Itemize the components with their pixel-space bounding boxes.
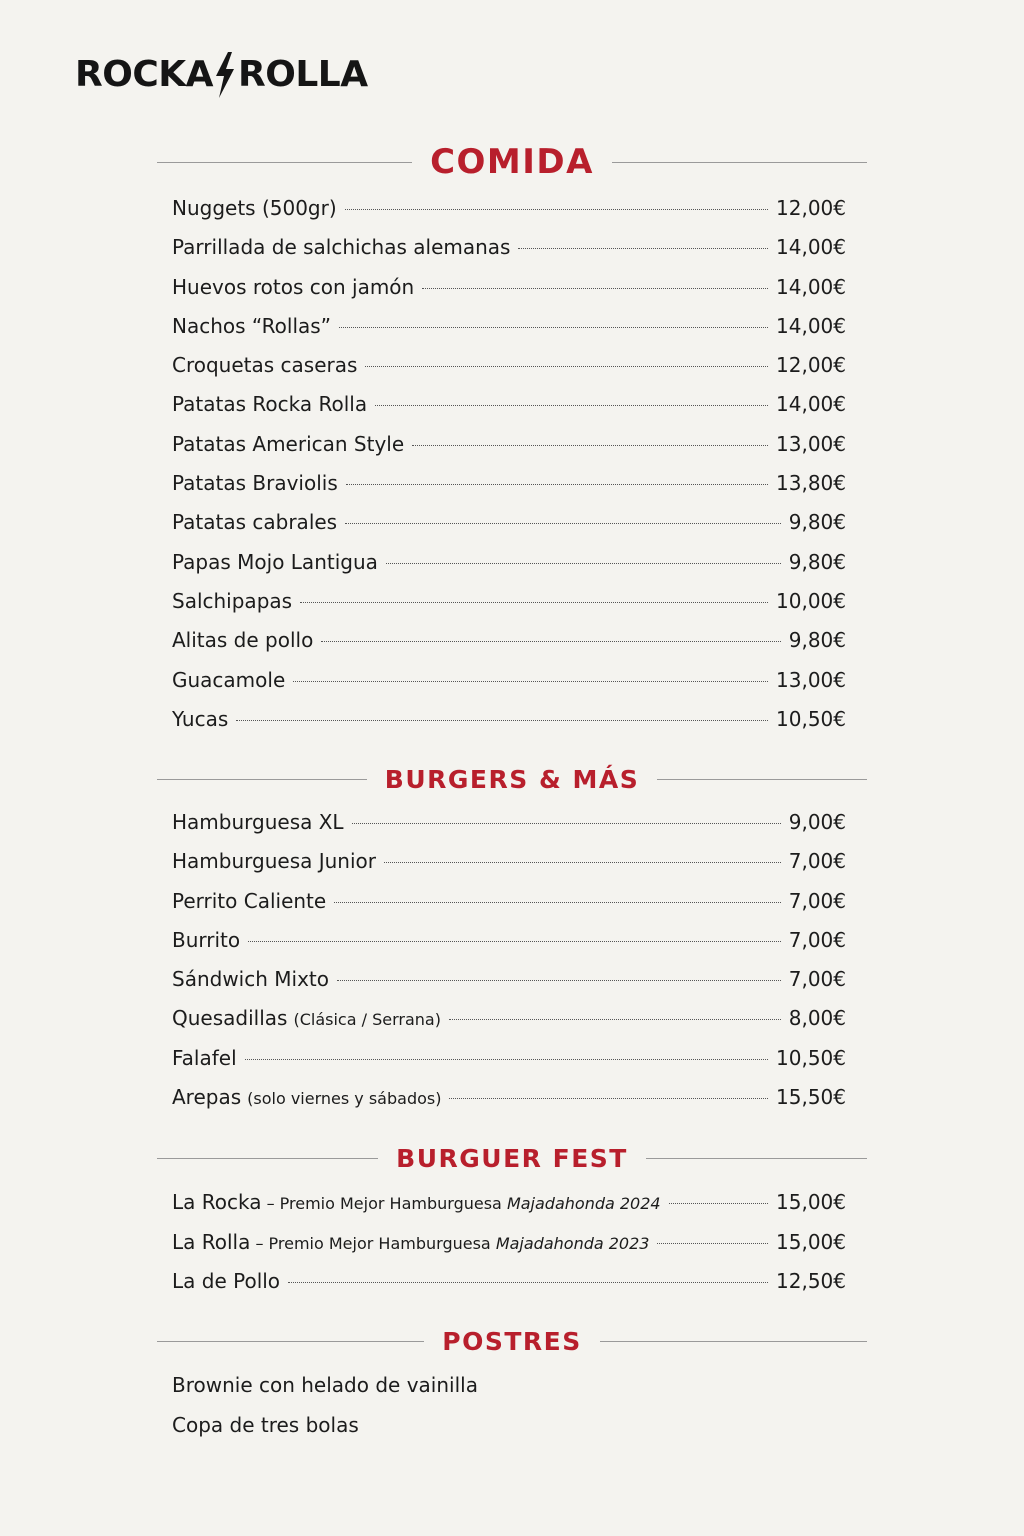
divider-left — [157, 1341, 424, 1342]
dot-leader — [449, 1098, 768, 1099]
menu-item-price: 14,00€ — [776, 274, 846, 299]
menu-item-name: Patatas American Style — [172, 431, 405, 456]
menu-item-price: 14,00€ — [776, 313, 846, 338]
divider-right — [612, 162, 867, 163]
menu-item — [172, 1006, 846, 1045]
menu-item — [172, 510, 846, 549]
section-header-burgers — [157, 762, 867, 796]
menu-item-note: (Clásica / Serrana) — [293, 1010, 441, 1030]
dot-leader — [412, 445, 768, 446]
menu-item-name: La de Pollo — [172, 1269, 281, 1293]
menu-item-note: – Premio Mejor Hamburguesa — [261, 1194, 507, 1213]
divider-left — [157, 779, 367, 780]
menu-item — [172, 471, 846, 510]
dot-leader — [449, 1019, 781, 1020]
menu-item-price: 12,50€ — [776, 1269, 846, 1293]
menu-item — [172, 196, 846, 235]
menu-item-name: Nuggets (500gr) — [172, 196, 337, 220]
divider-left — [157, 162, 412, 163]
lightning-bolt-icon — [214, 52, 236, 98]
menu-item-name: Patatas cabrales — [172, 510, 338, 535]
dot-leader — [334, 902, 781, 903]
menu-item-name: Guacamole — [172, 667, 286, 692]
menu-item-name: Hamburguesa XL — [172, 810, 344, 834]
menu-item-name: Papas Mojo Lantigua — [172, 549, 378, 574]
dot-leader — [518, 248, 768, 249]
menu-item-name: Parrillada de salchichas alemanas — [172, 235, 511, 260]
dot-leader — [337, 980, 781, 981]
menu-item-price: 15,00€ — [776, 1229, 846, 1254]
dot-leader — [346, 484, 768, 485]
menu-list-postres — [172, 1373, 846, 1453]
menu-item — [172, 1230, 846, 1270]
menu-item-price: 14,00€ — [776, 235, 846, 260]
brand-logo-right: ROLLA — [238, 54, 368, 95]
dot-leader — [339, 327, 768, 328]
menu-item-name: Copa de tres bolas — [172, 1413, 359, 1437]
menu-item — [172, 1413, 846, 1453]
menu-item-name: La Rolla — [172, 1229, 251, 1254]
menu-item-price: 9,80€ — [788, 549, 846, 574]
menu-item — [172, 668, 846, 707]
menu-item-price: 13,00€ — [776, 431, 846, 456]
dot-leader — [236, 720, 768, 721]
menu-item — [172, 314, 846, 353]
menu-item-price: 7,00€ — [788, 849, 846, 874]
section-header-fest — [157, 1141, 867, 1175]
menu-item — [172, 810, 846, 849]
menu-item-price: 9,00€ — [788, 810, 846, 834]
menu-item-name: Patatas Braviolis — [172, 471, 338, 496]
menu-item-name: Brownie con helado de vainilla — [172, 1373, 478, 1397]
menu-item-price: 9,80€ — [788, 510, 846, 535]
dot-leader — [248, 941, 781, 942]
dot-leader — [375, 405, 768, 406]
menu-item-name: Patatas Rocka Rolla — [172, 392, 368, 417]
dot-leader — [365, 366, 768, 367]
menu-item — [172, 1269, 846, 1309]
menu-item-name: Quesadillas — [172, 1006, 288, 1031]
menu-item-price: 13,00€ — [776, 667, 846, 692]
menu-item — [172, 1085, 846, 1124]
menu-item — [172, 1373, 846, 1413]
dot-leader — [293, 681, 768, 682]
section-title-comida: COMIDA — [430, 142, 594, 182]
menu-item-price: 10,50€ — [776, 1045, 846, 1070]
menu-item-price: 15,00€ — [776, 1190, 846, 1214]
menu-list-fest — [172, 1190, 846, 1309]
dot-leader — [345, 523, 781, 524]
divider-right — [600, 1341, 867, 1342]
dot-leader — [300, 602, 768, 603]
menu-item-price: 12,00€ — [776, 353, 846, 378]
menu-item — [172, 628, 846, 667]
menu-item-price: 7,00€ — [788, 927, 846, 952]
menu-item-price: 7,00€ — [788, 888, 846, 913]
dot-leader — [386, 563, 781, 564]
menu-item-note: (solo viernes y sábados) — [247, 1089, 442, 1109]
menu-item — [172, 707, 846, 746]
menu-item — [172, 432, 846, 471]
menu-item — [172, 589, 846, 628]
menu-item — [172, 967, 846, 1006]
menu-item-name: Falafel — [172, 1045, 237, 1070]
section-header-postres — [157, 1324, 867, 1358]
menu-item — [172, 235, 846, 274]
menu-item-price: 10,00€ — [776, 588, 846, 613]
menu-item — [172, 928, 846, 967]
divider-right — [646, 1158, 867, 1159]
menu-item-name: Croquetas caseras — [172, 353, 358, 378]
menu-item-note: – Premio Mejor Hamburguesa — [250, 1233, 496, 1253]
dot-leader — [669, 1203, 768, 1204]
brand-logo — [75, 50, 368, 100]
menu-item-price: 8,00€ — [788, 1006, 846, 1031]
dot-leader — [245, 1059, 768, 1060]
menu-item-name: La Rocka — [172, 1190, 262, 1214]
menu-item-price: 10,50€ — [776, 706, 846, 731]
menu-item — [172, 275, 846, 314]
menu-item-name: Huevos rotos con jamón — [172, 274, 415, 299]
menu-item-price: 13,80€ — [776, 471, 846, 496]
menu-item — [172, 1046, 846, 1085]
menu-list-comida — [172, 196, 846, 746]
menu-item-price: 14,00€ — [776, 392, 846, 417]
menu-item — [172, 392, 846, 431]
dot-leader — [422, 288, 768, 289]
brand-logo-left: ROCKA — [75, 54, 214, 95]
dot-leader — [657, 1243, 768, 1244]
menu-item-name: Yucas — [172, 706, 229, 731]
section-title-burgers: BURGERS & MÁS — [384, 764, 640, 794]
menu-item — [172, 550, 846, 589]
dot-leader — [352, 823, 781, 824]
divider-left — [157, 1158, 378, 1159]
section-title-fest: BURGUER FEST — [396, 1143, 628, 1173]
menu-item-name: Alitas de pollo — [172, 628, 314, 653]
dot-leader — [345, 209, 768, 210]
menu-item — [172, 353, 846, 392]
menu-item-name: Perrito Caliente — [172, 888, 327, 913]
menu-item-name: Nachos “Rollas” — [172, 313, 332, 338]
dot-leader — [321, 641, 780, 642]
menu-item-price: 7,00€ — [788, 967, 846, 992]
menu-item-name: Arepas — [172, 1085, 242, 1110]
section-title-postres: POSTRES — [442, 1326, 582, 1356]
menu-item-price: 15,50€ — [776, 1085, 846, 1110]
section-header-comida — [157, 140, 867, 184]
dot-leader — [384, 862, 781, 863]
divider-right — [657, 779, 867, 780]
menu-item-note-italic: Majadahonda 2024 — [506, 1194, 661, 1213]
menu-item-note-italic: Majadahonda 2023 — [495, 1233, 650, 1253]
menu-item — [172, 889, 846, 928]
menu-item-price: 12,00€ — [776, 196, 846, 220]
menu-list-burgers — [172, 810, 846, 1124]
menu-item-name: Salchipapas — [172, 588, 293, 613]
menu-item-price: 9,80€ — [788, 628, 846, 653]
menu-item-name: Burrito — [172, 927, 241, 952]
menu-item — [172, 1190, 846, 1230]
menu-item — [172, 849, 846, 888]
dot-leader — [288, 1282, 768, 1283]
menu-item-name: Sándwich Mixto — [172, 967, 329, 992]
menu-item-name: Hamburguesa Junior — [172, 849, 376, 874]
